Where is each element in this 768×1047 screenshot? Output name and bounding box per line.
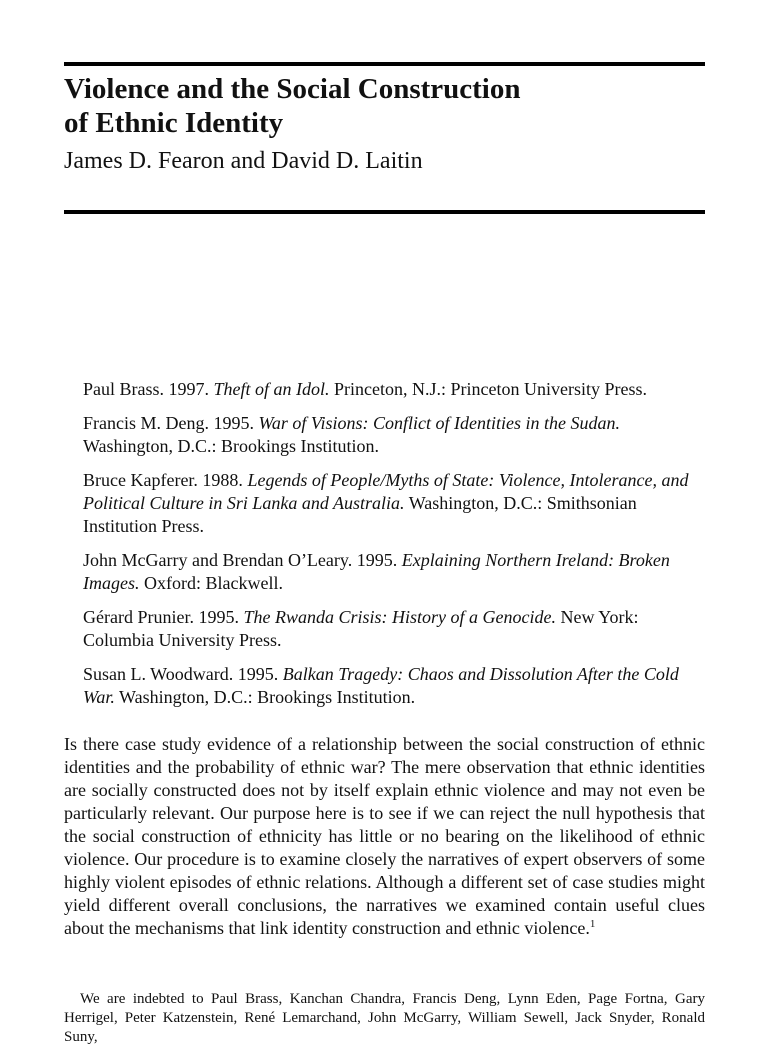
reference-publisher: Princeton, N.J.: Princeton University Press. bbox=[329, 379, 647, 399]
title-line-1: Violence and the Social Construction bbox=[64, 73, 521, 105]
reference-publisher: Washington, D.C.: Brookings Institution. bbox=[83, 436, 380, 456]
reference-publisher: New York: Columbia University Press. bbox=[83, 607, 639, 650]
reference-author-year: Francis M. Deng. 1995. bbox=[83, 413, 259, 433]
bottom-rule bbox=[64, 210, 705, 214]
reference-title: The Rwanda Crisis: History of a Genocide. bbox=[243, 607, 556, 627]
body-paragraph bbox=[64, 733, 705, 940]
body-paragraph-text: Is there case study evidence of a relationship between the social construction of ethnic identities and the probability of ethnic war? The mere observation that ethnic identities are socially constructed does not by itself explain ethnic violence and may not even be particularly relevant. Our purpose here is to see if we can reject the null hypothesis that the social construction of ethnicity has little or no bearing on the likelihood of ethnic violence. Our procedure is to examine closely the narratives of expert observers of some highly violent episodes of ethnic relations. Although a different set of case studies might yield different overall conclusions, the narratives we examined contain useful clues about the mechanisms that link identity construction and ethnic violence. bbox=[64, 734, 705, 938]
top-rule bbox=[64, 62, 705, 66]
article-title bbox=[64, 72, 705, 140]
reference-item bbox=[83, 663, 705, 709]
title-line-2: of Ethnic Identity bbox=[64, 107, 284, 139]
reference-item bbox=[83, 412, 705, 458]
reference-author-year: John McGarry and Brendan O’Leary. 1995. bbox=[83, 550, 402, 570]
reference-author-year: Bruce Kapferer. 1988. bbox=[83, 470, 248, 490]
reference-title: Balkan Tragedy: Chaos and Dissolution After the Cold War. bbox=[83, 664, 679, 707]
reference-item bbox=[83, 469, 705, 538]
reference-title: Legends of People/Myths of State: Violence, Intolerance, and Political Culture in Sri Lanka and Australia. bbox=[83, 470, 689, 513]
reference-publisher: Oxford: Blackwell. bbox=[139, 573, 283, 593]
reference-author-year: Susan L. Woodward. 1995. bbox=[83, 664, 283, 684]
reference-item bbox=[83, 378, 705, 401]
reference-author-year: Gérard Prunier. 1995. bbox=[83, 607, 244, 627]
reference-title: Explaining Northern Ireland: Broken Images. bbox=[83, 550, 670, 593]
reference-list bbox=[83, 378, 705, 720]
reference-author-year: Paul Brass. 1997. bbox=[83, 379, 214, 399]
footnote-text: We are indebted to Paul Brass, Kanchan Chandra, Francis Deng, Lynn Eden, Page Fortna, Gary Herrigel, Peter Katzenstein, René Lemarchand, John McGarry, William Sewell, Jack Snyder, Ronald Suny, bbox=[64, 991, 705, 1045]
reference-publisher: Washington, D.C.: Brookings Institution. bbox=[114, 687, 416, 707]
authors: James D. Fearon and David D. Laitin bbox=[64, 148, 423, 174]
reference-title: Theft of an Idol. bbox=[213, 379, 330, 399]
reference-title: War of Visions: Conflict of Identities in the Sudan. bbox=[258, 413, 620, 433]
reference-item bbox=[83, 549, 705, 595]
footnote-marker[interactable]: 1 bbox=[589, 918, 596, 930]
reference-publisher: Washington, D.C.: Smithsonian Institution Press. bbox=[83, 493, 637, 536]
reference-item bbox=[83, 606, 705, 652]
